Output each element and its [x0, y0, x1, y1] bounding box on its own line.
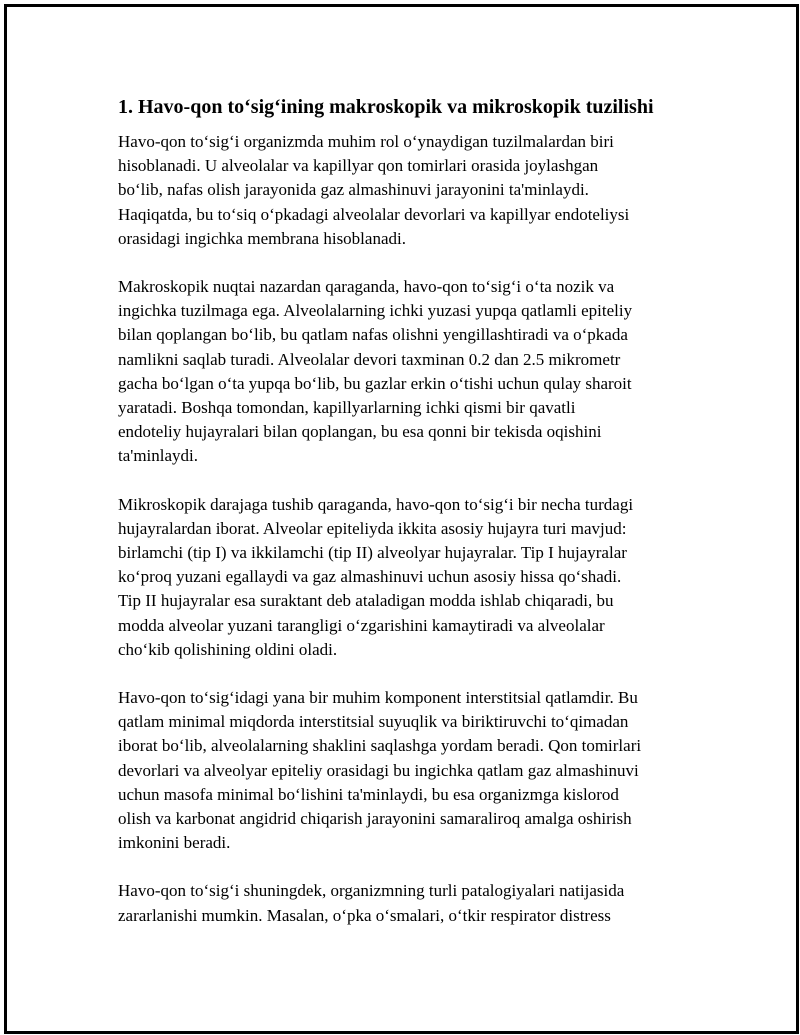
text-line: iborat bo‘lib, alveolalarning shaklini saqlashga yordam beradi. Qon tomirlari — [118, 736, 642, 756]
text-line: Haqiqatda, bu to‘siq o‘pkadagi alveolalar devorlari va kapillyar endoteliysi — [118, 204, 630, 224]
text-line: qatlam minimal miqdorda interstitsial suyuqlik va biriktiruvchi to‘qimadan — [118, 712, 629, 732]
text-line: zararlanishi mumkin. Masalan, o‘pka o‘smalari, o‘tkir respirator distress — [118, 905, 611, 925]
text-line: birlamchi (tip I) va ikkilamchi (tip II) alveolyar hujayralar. Tip I hujayralar — [118, 543, 627, 563]
text-line: Havo-qon to‘sig‘i shuningdek, organizmning turli patalogiyalari natijasida — [118, 881, 625, 901]
text-line: ko‘proq yuzani egallaydi va gaz almashinuvi uchun asosiy hissa qo‘shadi. — [118, 567, 622, 587]
text-line: uchun masofa minimal bo‘lishini ta'minlaydi, bu esa organizmga kislorod — [118, 784, 619, 804]
paragraph-intro — [118, 130, 688, 251]
text-line: bo‘lib, nafas olish jarayonida gaz almashinuvi jarayonini ta'minlaydi. — [118, 180, 589, 200]
text-line: endoteliy hujayralari bilan qoplangan, bu esa qonni bir tekisda oqishini — [118, 422, 602, 442]
document-body — [118, 94, 688, 952]
section-title: 1. Havo-qon to‘sig‘ining makroskopik va mikroskopik tuzilishi — [118, 96, 654, 118]
text-line: ta'minlaydi. — [118, 446, 199, 466]
text-line: cho‘kib qolishining oldini oladi. — [118, 639, 338, 659]
text-line: bilan qoplangan bo‘lib, bu qatlam nafas olishni yengillashtiradi va o‘pkada — [118, 325, 628, 345]
text-line: Havo-qon to‘sig‘idagi yana bir muhim komponent interstitsial qatlamdir. Bu — [118, 688, 638, 708]
text-line: Makroskopik nuqtai nazardan qaraganda, havo-qon to‘sig‘i o‘ta nozik va — [118, 277, 615, 297]
text-line: hujayralardan iborat. Alveolar epiteliyda ikkita asosiy hujayra turi mavjud: — [118, 518, 627, 538]
text-line: olish va karbonat angidrid chiqarish jarayonini samaraliroq amalga oshirish — [118, 809, 632, 829]
paragraph-pathology — [118, 879, 688, 927]
text-line: gacha bo‘lgan o‘ta yupqa bo‘lib, bu gazlar erkin o‘tishi uchun qulay sharoit — [118, 373, 632, 393]
text-line: namlikni saqlab turadi. Alveolalar devori taxminan 0.2 dan 2.5 mikrometr — [118, 349, 621, 369]
text-line: orasidagi ingichka membrana hisoblanadi. — [118, 228, 406, 248]
text-line: hisoblanadi. U alveolalar va kapillyar qon tomirlari orasida joylashgan — [118, 156, 599, 176]
text-line: imkonini beradi. — [118, 833, 231, 853]
paragraph-microscopic — [118, 493, 688, 662]
text-line: devorlari va alveolyar epiteliy orasidagi bu ingichka qatlam gaz almashinuvi — [118, 760, 639, 780]
text-line: yaratadi. Boshqa tomondan, kapillyarlarning ichki qismi bir qavatli — [118, 398, 576, 418]
paragraph-macroscopic — [118, 275, 688, 469]
text-line: ingichka tuzilmaga ega. Alveolalarning ichki yuzasi yupqa qatlamli epiteliy — [118, 301, 633, 321]
text-line: Mikroskopik darajaga tushib qaraganda, havo-qon to‘sig‘i bir necha turdagi — [118, 494, 634, 514]
text-line: Havo-qon to‘sig‘i organizmda muhim rol o‘ynaydigan tuzilmalardan biri — [118, 132, 614, 151]
paragraph-interstitial — [118, 686, 688, 855]
text-line: Tip II hujayralar esa suraktant deb ataladigan modda ishlab chiqaradi, bu — [118, 591, 614, 611]
text-line: modda alveolar yuzani tarangligi o‘zgarishini kamaytiradi va alveolalar — [118, 615, 605, 635]
